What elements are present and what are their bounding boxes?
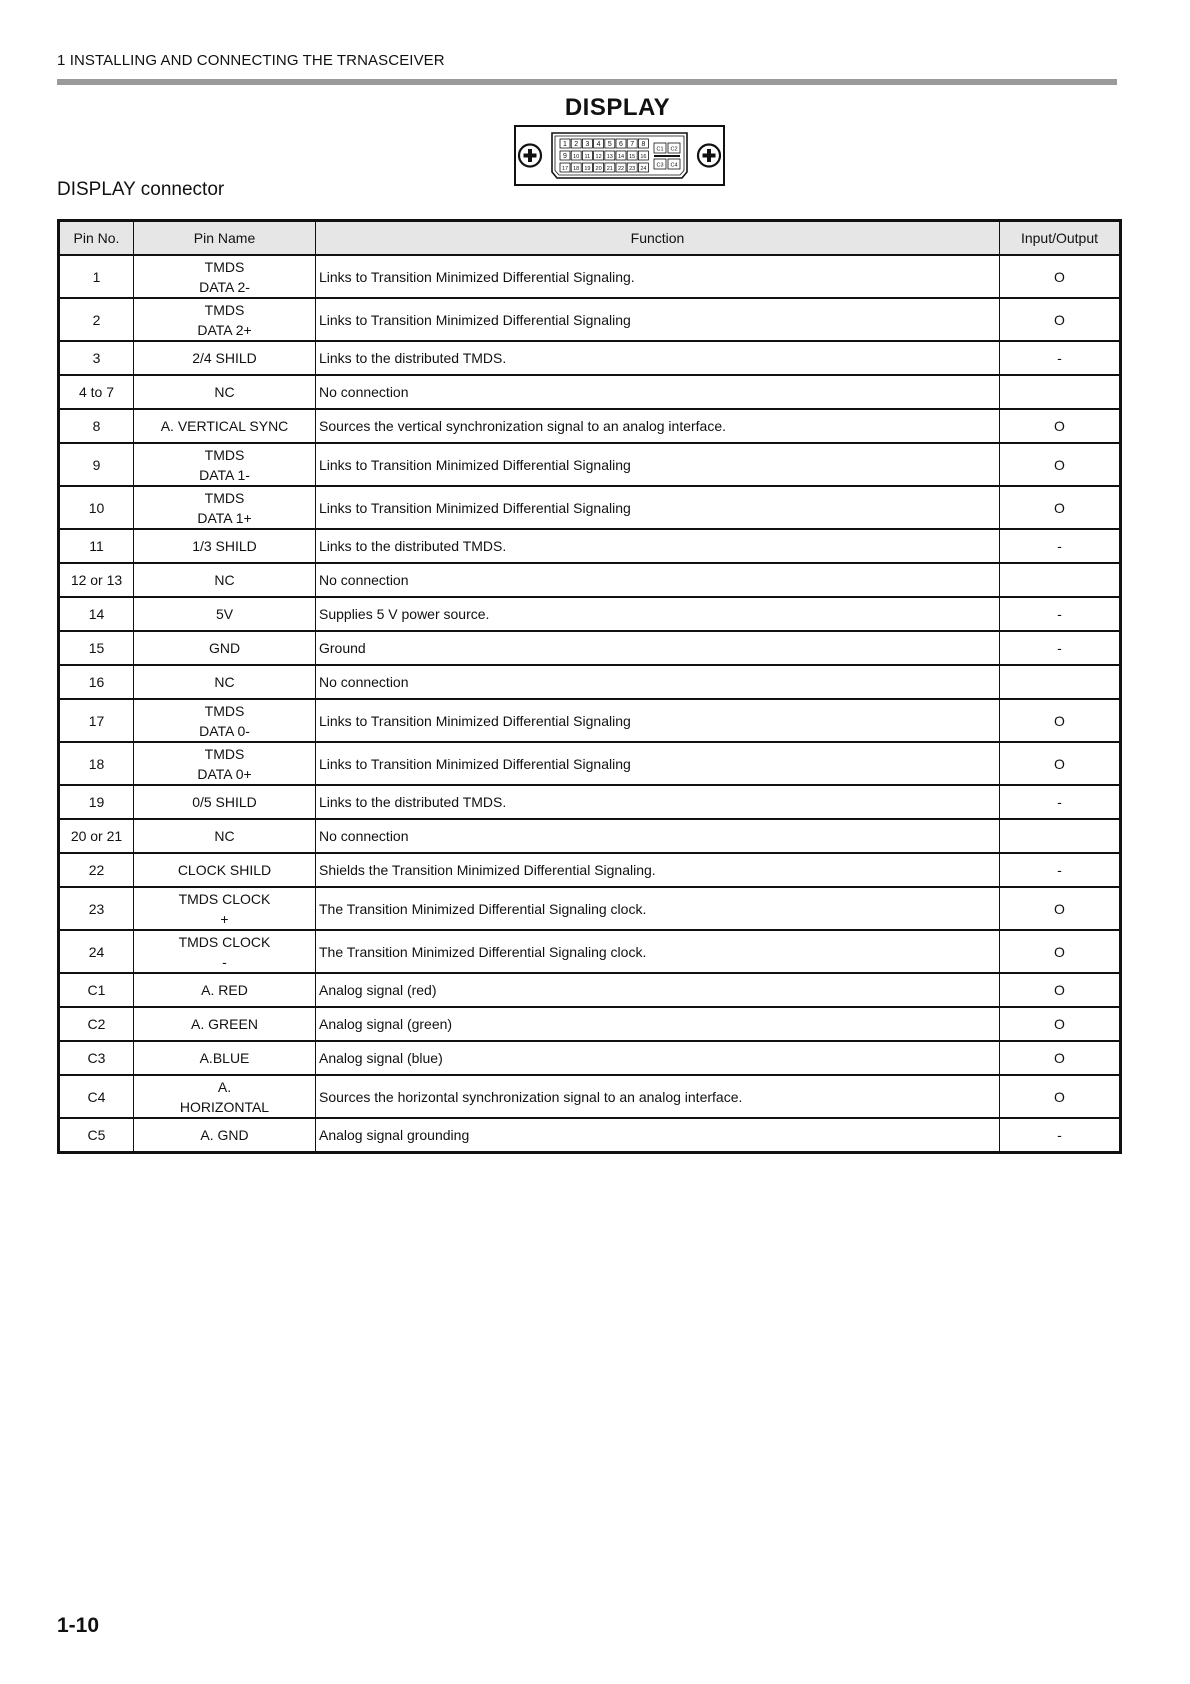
svg-text:11: 11 xyxy=(584,154,591,161)
function-cell: Links to Transition Minimized Differential Signaling xyxy=(316,486,1000,529)
io-cell: - xyxy=(1000,529,1121,563)
svg-text:19: 19 xyxy=(584,166,591,173)
io-cell: O xyxy=(1000,1041,1121,1075)
pin-no-cell: 12 or 13 xyxy=(59,563,134,597)
svg-text:10: 10 xyxy=(573,154,580,161)
table-row xyxy=(59,742,1121,785)
left-screw-icon xyxy=(519,145,541,167)
pin-name-cell: NC xyxy=(134,375,316,409)
connector-pin xyxy=(594,163,604,172)
pin-name-cell: 2/4 SHILD xyxy=(134,341,316,375)
pin-name-cell: A. HORIZONTAL xyxy=(134,1075,316,1118)
table-row xyxy=(59,887,1121,930)
connector-pin xyxy=(582,139,592,148)
table-row xyxy=(59,819,1121,853)
connector-figure-label: DISPLAY xyxy=(564,94,671,121)
pin-no-cell: 24 xyxy=(59,930,134,973)
io-cell: O xyxy=(1000,486,1121,529)
connector-pin xyxy=(627,163,637,172)
svg-text:9: 9 xyxy=(563,153,567,161)
function-cell: Links to the distributed TMDS. xyxy=(316,341,1000,375)
section-title: DISPLAY connector xyxy=(57,179,225,200)
table-row xyxy=(59,1041,1121,1075)
io-cell xyxy=(1000,665,1121,699)
pin-no-cell: 15 xyxy=(59,631,134,665)
io-cell: O xyxy=(1000,973,1121,1007)
pin-name-cell: 0/5 SHILD xyxy=(134,785,316,819)
svg-text:6: 6 xyxy=(619,141,623,149)
pin-no-cell: 23 xyxy=(59,887,134,930)
analog-pin xyxy=(654,159,666,169)
io-cell: - xyxy=(1000,785,1121,819)
table-row xyxy=(59,563,1121,597)
svg-text:7: 7 xyxy=(630,141,635,149)
io-cell: O xyxy=(1000,1075,1121,1118)
table-row xyxy=(59,785,1121,819)
svg-text:21: 21 xyxy=(606,166,613,173)
svg-text:16: 16 xyxy=(640,154,647,161)
table-row xyxy=(59,1075,1121,1118)
io-cell: O xyxy=(1000,409,1121,443)
table-row xyxy=(59,973,1121,1007)
connector-pin xyxy=(627,151,637,160)
pin-name-cell: TMDS DATA 2+ xyxy=(134,298,316,341)
svg-text:18: 18 xyxy=(573,166,580,173)
svg-text:20: 20 xyxy=(595,166,602,173)
table-row xyxy=(59,486,1121,529)
pin-no-cell: 19 xyxy=(59,785,134,819)
pin-name-cell: TMDS DATA 1+ xyxy=(134,486,316,529)
function-cell: Ground xyxy=(316,631,1000,665)
table-row xyxy=(59,699,1121,742)
pin-no-cell: C2 xyxy=(59,1007,134,1041)
table-row xyxy=(59,341,1121,375)
connector-pin xyxy=(616,163,626,172)
table-row xyxy=(59,930,1121,973)
header-pin-no: Pin No. xyxy=(59,221,134,256)
table-row xyxy=(59,409,1121,443)
io-cell: - xyxy=(1000,1118,1121,1153)
table-row xyxy=(59,255,1121,298)
function-cell: Analog signal (green) xyxy=(316,1007,1000,1041)
table-row xyxy=(59,1007,1121,1041)
connector-pin xyxy=(560,163,570,172)
analog-pin xyxy=(668,159,680,169)
io-cell: - xyxy=(1000,341,1121,375)
table-row xyxy=(59,853,1121,887)
right-screw-icon xyxy=(698,145,720,167)
function-cell: No connection xyxy=(316,375,1000,409)
svg-text:15: 15 xyxy=(629,154,636,161)
function-cell: Analog signal (red) xyxy=(316,973,1000,1007)
pin-name-cell: CLOCK SHILD xyxy=(134,853,316,887)
svg-text:4: 4 xyxy=(596,141,601,149)
connector-pin xyxy=(605,151,615,160)
pin-name-cell: 5V xyxy=(134,597,316,631)
pin-name-cell: NC xyxy=(134,819,316,853)
pin-name-cell: TMDS DATA 0+ xyxy=(134,742,316,785)
function-cell: Links to Transition Minimized Differential Signaling xyxy=(316,742,1000,785)
pin-name-cell: TMDS DATA 1- xyxy=(134,443,316,486)
svg-text:C1: C1 xyxy=(656,146,664,153)
connector-pin xyxy=(605,163,615,172)
pin-table-body xyxy=(59,255,1121,1153)
function-cell: Supplies 5 V power source. xyxy=(316,597,1000,631)
connector-pin xyxy=(571,163,581,172)
svg-text:23: 23 xyxy=(629,166,636,173)
io-cell: - xyxy=(1000,597,1121,631)
analog-blade xyxy=(654,155,680,157)
pin-name-cell: GND xyxy=(134,631,316,665)
analog-pin xyxy=(654,143,666,153)
pin-name-cell: NC xyxy=(134,563,316,597)
io-cell: O xyxy=(1000,742,1121,785)
pin-name-cell: A.BLUE xyxy=(134,1041,316,1075)
pin-name-cell: TMDS DATA 0- xyxy=(134,699,316,742)
table-row xyxy=(59,529,1121,563)
svg-text:C2: C2 xyxy=(670,146,678,153)
pin-name-cell: TMDS CLOCK + xyxy=(134,887,316,930)
function-cell: Shields the Transition Minimized Differential Signaling. xyxy=(316,853,1000,887)
io-cell: O xyxy=(1000,699,1121,742)
svg-text:1: 1 xyxy=(563,141,567,149)
dvi-connector-diagram xyxy=(516,127,723,184)
pin-no-cell: 18 xyxy=(59,742,134,785)
svg-text:C4: C4 xyxy=(670,162,678,169)
connector-pin xyxy=(571,139,581,148)
svg-text:3: 3 xyxy=(585,141,590,149)
analog-pin xyxy=(668,143,680,153)
pin-no-cell: 20 or 21 xyxy=(59,819,134,853)
connector-pin xyxy=(638,139,648,148)
pin-no-cell: 1 xyxy=(59,255,134,298)
function-cell: No connection xyxy=(316,563,1000,597)
pin-no-cell: 11 xyxy=(59,529,134,563)
pin-name-cell: TMDS DATA 2- xyxy=(134,255,316,298)
pin-no-cell: 22 xyxy=(59,853,134,887)
function-cell: No connection xyxy=(316,665,1000,699)
pin-table xyxy=(57,219,1122,1154)
pin-no-cell: 10 xyxy=(59,486,134,529)
table-row xyxy=(59,298,1121,341)
connector-pin xyxy=(594,139,604,148)
svg-text:2: 2 xyxy=(574,141,579,149)
io-cell: O xyxy=(1000,443,1121,486)
pin-no-cell: 2 xyxy=(59,298,134,341)
header-pin-name: Pin Name xyxy=(134,221,316,256)
function-cell: Analog signal (blue) xyxy=(316,1041,1000,1075)
svg-text:22: 22 xyxy=(617,166,625,173)
pin-name-cell: A. GND xyxy=(134,1118,316,1153)
io-cell: - xyxy=(1000,853,1121,887)
io-cell: O xyxy=(1000,255,1121,298)
table-row xyxy=(59,375,1121,409)
io-cell: O xyxy=(1000,887,1121,930)
table-row xyxy=(59,1118,1121,1153)
pin-no-cell: C3 xyxy=(59,1041,134,1075)
running-header: 1 INSTALLING AND CONNECTING THE TRNASCEIVER xyxy=(57,52,445,69)
io-cell xyxy=(1000,819,1121,853)
svg-text:8: 8 xyxy=(641,141,646,149)
connector-pin xyxy=(638,151,648,160)
function-cell: Links to the distributed TMDS. xyxy=(316,529,1000,563)
pin-no-cell: 14 xyxy=(59,597,134,631)
pin-no-cell: 4 to 7 xyxy=(59,375,134,409)
connector-pin xyxy=(560,139,570,148)
pin-name-cell: 1/3 SHILD xyxy=(134,529,316,563)
pin-name-cell: NC xyxy=(134,665,316,699)
header-input-output: Input/Output xyxy=(1000,221,1121,256)
pin-no-cell: 16 xyxy=(59,665,134,699)
function-cell: Links to Transition Minimized Differential Signaling xyxy=(316,699,1000,742)
pin-no-cell: 8 xyxy=(59,409,134,443)
pin-no-cell: 17 xyxy=(59,699,134,742)
connector-pin xyxy=(616,139,626,148)
io-cell: - xyxy=(1000,631,1121,665)
io-cell xyxy=(1000,375,1121,409)
io-cell xyxy=(1000,563,1121,597)
io-cell: O xyxy=(1000,298,1121,341)
connector-pin xyxy=(594,151,604,160)
table-header-row xyxy=(59,221,1121,256)
function-cell: No connection xyxy=(316,819,1000,853)
table-row xyxy=(59,443,1121,486)
page-number: 1-10 xyxy=(57,1614,100,1637)
io-cell: O xyxy=(1000,930,1121,973)
pin-no-cell: 9 xyxy=(59,443,134,486)
svg-text:C3: C3 xyxy=(656,162,664,169)
pin-no-cell: 3 xyxy=(59,341,134,375)
connector-pin xyxy=(627,139,637,148)
connector-pin xyxy=(582,151,592,160)
svg-text:24: 24 xyxy=(640,166,647,173)
pin-name-cell: A. GREEN xyxy=(134,1007,316,1041)
pin-name-cell: A. VERTICAL SYNC xyxy=(134,409,316,443)
connector-pin xyxy=(571,151,581,160)
table-row xyxy=(59,631,1121,665)
function-cell: Links to Transition Minimized Differential Signaling xyxy=(316,298,1000,341)
connector-pin xyxy=(638,163,648,172)
function-cell: Sources the vertical synchronization signal to an analog interface. xyxy=(316,409,1000,443)
pin-no-cell: C5 xyxy=(59,1118,134,1153)
svg-text:14: 14 xyxy=(617,154,625,161)
table-row xyxy=(59,665,1121,699)
function-cell: Analog signal grounding xyxy=(316,1118,1000,1153)
pin-name-cell: A. RED xyxy=(134,973,316,1007)
function-cell: Sources the horizontal synchronization signal to an analog interface. xyxy=(316,1075,1000,1118)
function-cell: Links to Transition Minimized Differential Signaling xyxy=(316,443,1000,486)
svg-text:5: 5 xyxy=(607,141,612,149)
header-function: Function xyxy=(316,221,1000,256)
io-cell: O xyxy=(1000,1007,1121,1041)
function-cell: The Transition Minimized Differential Signaling clock. xyxy=(316,930,1000,973)
pin-name-cell: TMDS CLOCK - xyxy=(134,930,316,973)
svg-text:17: 17 xyxy=(561,166,569,173)
function-cell: The Transition Minimized Differential Signaling clock. xyxy=(316,887,1000,930)
connector-pin xyxy=(605,139,615,148)
header-rule xyxy=(57,79,1117,85)
table-row xyxy=(59,597,1121,631)
svg-text:13: 13 xyxy=(606,154,613,161)
connector-pin xyxy=(616,151,626,160)
svg-text:12: 12 xyxy=(595,154,602,161)
function-cell: Links to the distributed TMDS. xyxy=(316,785,1000,819)
pin-no-cell: C4 xyxy=(59,1075,134,1118)
connector-pin xyxy=(582,163,592,172)
pin-no-cell: C1 xyxy=(59,973,134,1007)
dvi-connector-figure xyxy=(514,125,725,186)
function-cell: Links to Transition Minimized Differential Signaling. xyxy=(316,255,1000,298)
connector-pin xyxy=(560,151,570,160)
